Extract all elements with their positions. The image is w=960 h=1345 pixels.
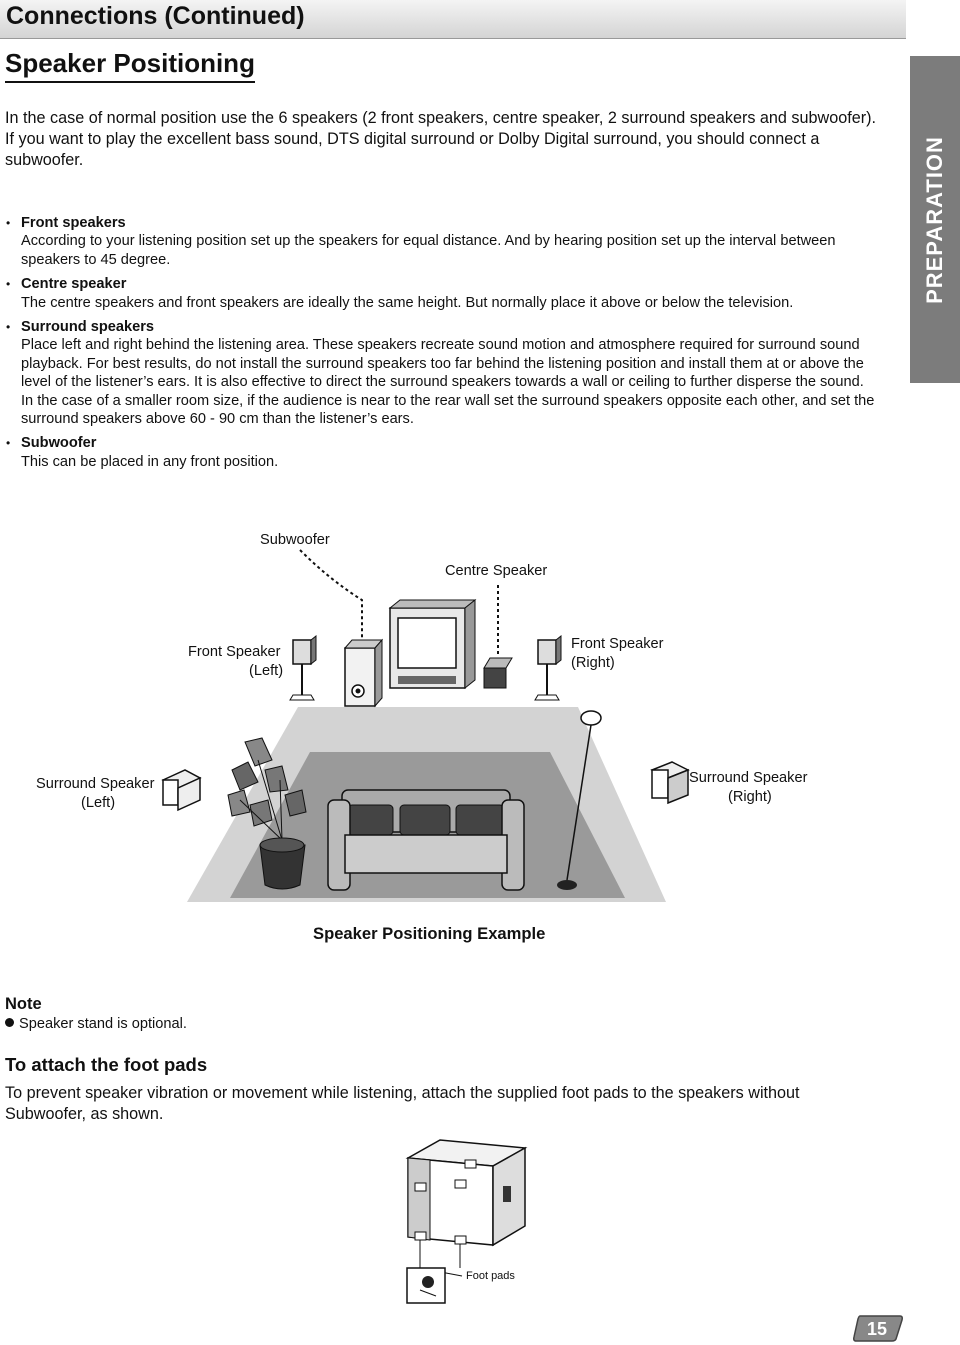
bullet-heading: Subwoofer bbox=[21, 435, 97, 452]
note-item bbox=[5, 1016, 187, 1032]
note-bullet-icon bbox=[5, 1018, 14, 1027]
bullet-body: This can be placed in any front position. bbox=[21, 453, 279, 470]
label-surround-left-line1: Surround Speaker bbox=[36, 776, 155, 792]
bullet-centre-speaker bbox=[5, 275, 895, 312]
bullet-dot: • bbox=[6, 277, 11, 292]
centre-speaker-icon bbox=[484, 658, 512, 688]
note-title: Note bbox=[5, 995, 42, 1013]
bullet-surround-speakers bbox=[5, 318, 895, 428]
bullet-heading: Surround speakers bbox=[21, 319, 155, 336]
bullet-body: In the case of a smaller room size, if the audience is near to the rear wall set the surround speakers opposite each other, and set the surround speakers above 60 - 90 cm than the listener’s ears. bbox=[21, 392, 875, 428]
foot-pads-label: Foot pads bbox=[466, 1270, 515, 1282]
bullet-body: The centre speakers and front speakers are ideally the same height. But normally place it above or below the television. bbox=[21, 294, 794, 311]
bullet-body: Place left and right behind the listening area. These speakers recreate sound motion and atmosphere required for surround sound playback. For best results, do not install the surround speakers too far behind the listening position and install them at or above the level of the listener’s ears. It is also effective to direct the surround speakers towards a wall or ceiling to further disperse the sound. bbox=[21, 337, 864, 391]
header-bar bbox=[0, 0, 906, 39]
tv-icon bbox=[390, 600, 475, 688]
surround-right-speaker-icon bbox=[652, 762, 688, 803]
speaker-bullet-list bbox=[5, 214, 895, 477]
subwoofer-icon bbox=[345, 640, 382, 706]
bullet-front-speakers bbox=[5, 214, 895, 269]
foot-pad-sheet-icon bbox=[407, 1268, 445, 1303]
intro-paragraph-1: In the case of normal position use the 6 speakers (2 front speakers, centre speaker, 2 surround speakers and subwoofer). bbox=[5, 109, 877, 127]
note-item-text: Speaker stand is optional. bbox=[19, 1016, 187, 1032]
subwoofer-leader-line bbox=[300, 550, 362, 640]
speaker-positioning-illustration bbox=[0, 525, 960, 915]
section-side-tab bbox=[910, 56, 960, 383]
label-surround-right-line2: (Right) bbox=[728, 789, 772, 805]
bullet-body: According to your listening position set up the speakers for equal distance. And by hearing position set up the interval between speakers to 45 degree. bbox=[21, 233, 836, 268]
label-front-right-line2: (Right) bbox=[571, 655, 615, 671]
foot-pads-body: To prevent speaker vibration or movement while listening, attach the supplied foot pads to the speakers without Subwoofer, as shown. bbox=[5, 1084, 800, 1123]
bullet-heading: Front speakers bbox=[21, 215, 126, 231]
diagram-caption: Speaker Positioning Example bbox=[313, 924, 546, 943]
label-surround-right-line1: Surround Speaker bbox=[689, 770, 808, 786]
bullet-subwoofer bbox=[5, 434, 895, 471]
bullet-dot: • bbox=[6, 320, 11, 335]
header-title: Connections (Continued) bbox=[6, 2, 305, 30]
bullet-dot: • bbox=[6, 216, 11, 230]
front-left-speaker-icon bbox=[290, 636, 316, 700]
label-surround-left-line2: (Left) bbox=[81, 795, 116, 811]
bullet-heading: Centre speaker bbox=[21, 276, 127, 293]
speaker-box-icon bbox=[408, 1140, 525, 1245]
surround-left-speaker-icon bbox=[163, 770, 200, 810]
page-number: 15 bbox=[866, 1319, 888, 1339]
label-centre-speaker: Centre Speaker bbox=[445, 563, 548, 579]
page-number-badge bbox=[852, 1313, 904, 1343]
foot-pads-illustration bbox=[400, 1135, 535, 1310]
label-front-left-line1: Front Speaker bbox=[188, 644, 281, 660]
label-front-left-line2: (Left) bbox=[249, 663, 284, 679]
foot-pads-title: To attach the foot pads bbox=[5, 1054, 208, 1075]
label-subwoofer: Subwoofer bbox=[260, 532, 330, 548]
intro-text bbox=[5, 108, 895, 171]
intro-paragraph-2: If you want to play the excellent bass sound, DTS digital surround or Dolby Digital surround, you should connect a subwoofer. bbox=[5, 130, 820, 169]
side-tab-label: PREPARATION bbox=[922, 135, 947, 304]
section-title: Speaker Positioning bbox=[5, 48, 255, 83]
bullet-dot: • bbox=[6, 436, 11, 451]
label-front-right-line1: Front Speaker bbox=[571, 636, 664, 652]
front-right-speaker-icon bbox=[535, 636, 561, 700]
